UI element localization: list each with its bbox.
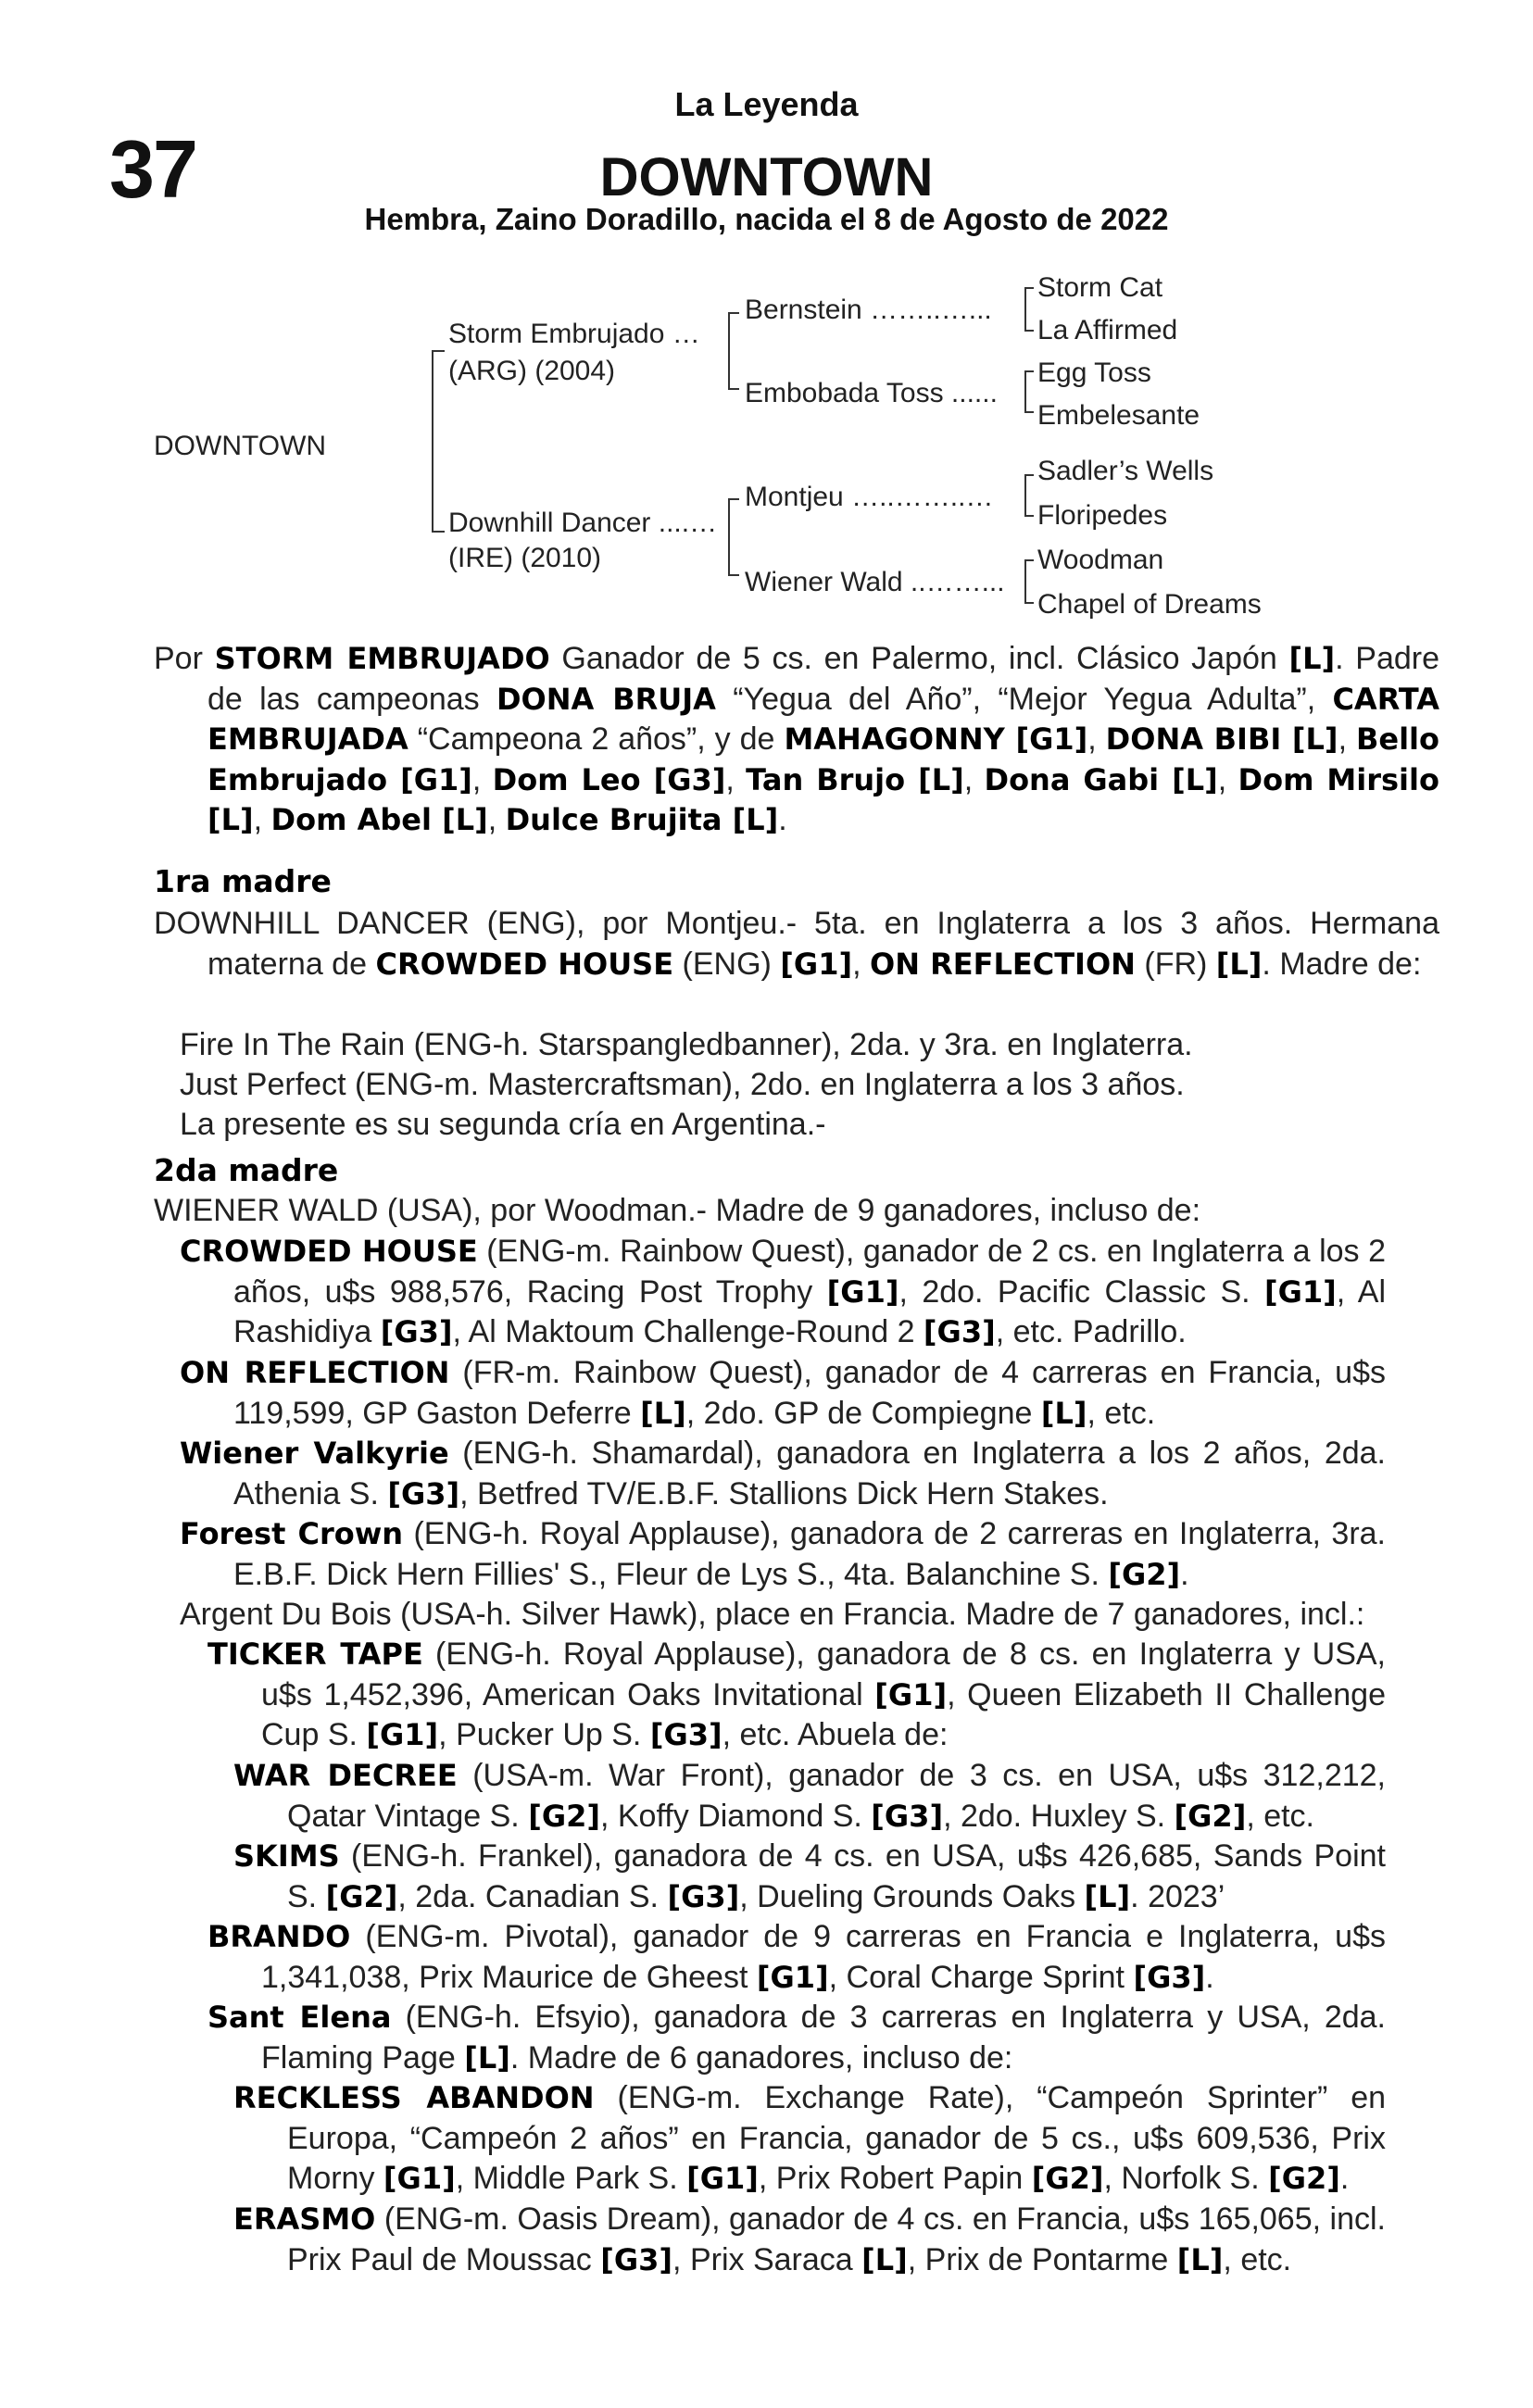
produce-ticker-tape: TICKER TAPE (ENG-h. Royal Applause), ganadora de 8 cs. en Inglaterra y USA, u$s 1,452,396, American Oaks Invitational [G1], Queen Elizabeth II Challenge Cup S. [G1], Pucker Up S. [G3], etc. Abuela de: (207, 1637, 1387, 1752)
pedigree-ss-dam: La Affirmed (1037, 315, 1178, 345)
pedigree-ss-sire: Storm Cat (1037, 272, 1163, 303)
pedigree-sire-sire: Bernstein ……..…... (745, 295, 992, 325)
produce-wiener-valkyrie: Wiener Valkyrie (ENG-h. Shamardal), ganadora en Inglaterra a los 2 años, 2da. Athenia S. [G3], Betfred TV/E.B.F. Stallions Dick Hern Stakes. (180, 1436, 1386, 1511)
pedigree-sire-dam: Embobada Toss ...... (745, 378, 998, 408)
pedigree-sd-sire: Egg Toss (1037, 357, 1151, 388)
produce-sant-elena: Sant Elena (ENG-h. Efsyio), ganadora de 3 carreras en Inglaterra y USA, 2da. Flaming Page [L]. Madre de 6 ganadores, incluso de: (207, 2000, 1386, 2076)
pedigree-dam-dam: Wiener Wald ..……... (745, 567, 1005, 597)
first-dam-heading: 1ra madre (154, 863, 332, 899)
second-dam-heading: 2da madre (154, 1152, 339, 1188)
pedigree-dd-dam: Chapel of Dreams (1037, 589, 1262, 620)
horse-description: Hembra, Zaino Doradillo, nacida el 8 de Agosto de 2022 (364, 202, 1169, 236)
pedigree-dam-origin: (IRE) (2010) (448, 543, 602, 573)
produce-erasmo: ERASMO (ENG-m. Oasis Dream), ganador de 4 cs. en Francia, u$s 165,065, incl. Prix Paul de Moussac [G3], Prix Saraca [L], Prix de Pontarme [L], etc. (233, 2201, 1386, 2277)
pedigree-sire-origin: (ARG) (2004) (448, 356, 616, 386)
pedigree-ds-dam: Floripedes (1037, 500, 1168, 531)
pedigree-dam-sire: Montjeu …..……..… (745, 482, 994, 512)
produce-brando: BRANDO (ENG-m. Pivotal), ganador de 9 carreras en Francia e Inglaterra, u$s 1,341,038, Prix Maurice de Gheest [G1], Coral Charge Sprint [G3]. (207, 1919, 1386, 1995)
pedigree-dam: Downhill Dancer ....… (448, 508, 718, 538)
pedigree-sd-dam: Embelesante (1037, 400, 1200, 431)
first-dam-produce-2: Just Perfect (ENG-m. Mastercraftsman), 2do. en Inglaterra a los 3 años. (180, 1067, 1185, 1102)
lot-number: 37 (109, 123, 196, 215)
produce-argent-du-bois: Argent Du Bois (USA-h. Silver Hawk), place en Francia. Madre de 7 ganadores, incl.: (180, 1597, 1365, 1632)
pedigree-dd-sire: Woodman (1037, 545, 1164, 575)
pedigree-ds-sire: Sadler’s Wells (1037, 456, 1214, 486)
first-dam-produce-1: Fire In The Rain (ENG-h. Starspangledbanner), 2da. y 3ra. en Inglaterra. (180, 1027, 1193, 1062)
horse-name: DOWNTOWN (599, 147, 934, 207)
second-dam-intro: WIENER WALD (USA), por Woodman.- Madre de 9 ganadores, incluso de: (154, 1193, 1201, 1228)
produce-crowded-house: CROWDED HOUSE (ENG-m. Rainbow Quest), ganador de 2 cs. en Inglaterra a los 2 años, u$s 988,576, Racing Post Trophy [G1], 2do. Pacific Classic S. [G1], Al Rashidiya [G3], Al Maktoum Challenge-Round 2 [G3], etc. Padrillo. (180, 1234, 1387, 1349)
produce-reckless-abandon: RECKLESS ABANDON (ENG-m. Exchange Rate), “Campeón Sprinter” en Europa, “Campeón 2 años” en Francia, ganador de 5 cs., u$s 609,536, Prix Morny [G1], Middle Park S. [G1], Prix Robert Papin [G2], Norfolk S. [G2]. (233, 2080, 1387, 2196)
first-dam-note: La presente es su segunda cría en Argentina.- (180, 1107, 826, 1142)
produce-skims: SKIMS (ENG-h. Frankel), ganadora de 4 cs. en USA, u$s 426,685, Sands Point S. [G2], 2da. Canadian S. [G3], Dueling Grounds Oaks [L]. 2023’ (233, 1838, 1386, 1914)
produce-war-decree: WAR DECREE (USA-m. War Front), ganador de 3 cs. en USA, u$s 312,212, Qatar Vintage S. [G2], Koffy Diamond S. [G3], 2do. Huxley S. [G2], etc. (233, 1758, 1386, 1834)
pedigree-subject: DOWNTOWN (154, 431, 327, 461)
produce-forest-crown: Forest Crown (ENG-h. Royal Applause), ganadora de 2 carreras en Inglaterra, 3ra. E.B.F. Dick Hern Fillies' S., Fleur de Lys S., 4ta. Balanchine S. [G2]. (180, 1516, 1386, 1592)
sire-paragraph: Por STORM EMBRUJADO Ganador de 5 cs. en Palermo, incl. Clásico Japón [L]. Padre de las campeonas DONA BRUJA “Yegua del Año”, “Mejor Yegua Adulta”, CARTA EMBRUJADA “Campeona 2 años”, y de MAHAGONNY [G1], DONA BIBI [L], Bello Embrujado [G1], Dom Leo [G3], Tan Brujo [L], Dona Gabi [L], Dom Mirsilo [L], Dom Abel [L], Dulce Brujita [L]. (154, 641, 1440, 837)
breeder-name: La Leyenda (674, 85, 859, 123)
first-dam-paragraph: DOWNHILL DANCER (ENG), por Montjeu.- 5ta. en Inglaterra a los 3 años. Hermana materna de CROWDED HOUSE (ENG) [G1], ON REFLECTION (FR) [L]. Madre de: (154, 906, 1439, 982)
pedigree-sire: Storm Embrujado … (448, 319, 700, 349)
produce-on-reflection: ON REFLECTION (FR-m. Rainbow Quest), ganador de 4 carreras en Francia, u$s 119,599, GP Gaston Deferre [L], 2do. GP de Compiegne [L], etc. (180, 1355, 1386, 1431)
